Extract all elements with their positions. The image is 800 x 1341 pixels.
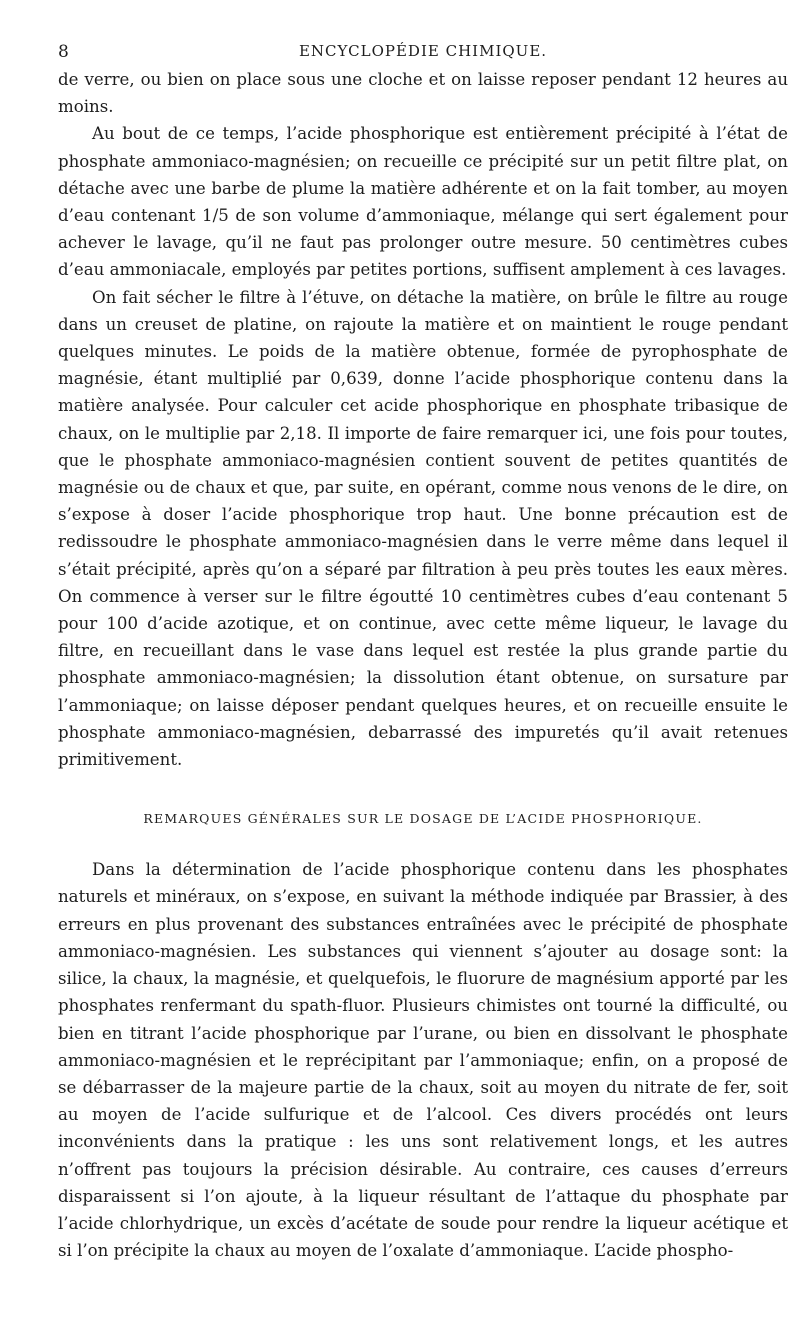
paragraph-precipitation: Au bout de ce temps, l’acide phosphorique est entièrement précipité à l’état de phosphate ammoniaco-magnésien; on recueille ce précipité sur un petit filtre plat, on détache avec une barbe de plume la matière adhérente et on la fait tomber, au moyen d’eau contenant 1/5 de son volume d’ammoniaque, mélange qui sert également pour achever le lavage, qu’il ne faut pas prolonger outre mesure. 50 centimètres cubes d’eau ammoniacale, employés par petites portions, suffisent amplement à ces lavages. [58,124,788,280]
running-title: ENCYCLOPÉDIE CHIMIQUE. [298,42,548,60]
paragraph-general-remarks: Dans la détermination de l’acide phosphorique contenu dans les phosphates naturels et minéraux, on s’expose, en suivant la méthode indiquée par Brassier, à des erreurs en plus provenant des substances entraînées avec le précipité de phosphate ammoniaco-magnésien. Les substances qui viennent s’ajouter au dosage sont: la silice, la chaux, la magnésie, et quelquefois, le fluorure de magnésium apporté par les phosphates renfermant du spath-fluor. Plusieurs chimistes ont tourné la difficulté, ou bien en titrant l’acide phosphorique par l’urane, ou bien en dissolvant le phosphate ammoniaco-magnésien et le reprécipitant par l’ammoniaque; enfin, on a proposé de se débarrasser de la majeure partie de la chaux, soit au moyen du nitrate de fer, soit au moyen de l’acide sulfurique et de l’alcool. Ces divers procédés ont leurs inconvénients dans la pratique : les uns sont relativement longs, et les autres n’offrent pas toujours la précision désirable. Au contraire, ces causes d’erreurs disparaissent si l’on ajoute, à la liqueur résultant de l’attaque du phosphate par l’acide chlorhydrique, un excès d’acétate de soude pour rendre la liqueur acétique et si l’on précipite la chaux au moyen de l’oxalate d’ammoniaque. L’acide phospho- [58,860,788,1261]
paragraph-drying: On fait sécher le filtre à l’étuve, on détache la matière, on brûle le filtre au rouge dans un creuset de platine, on rajoute la matière et on maintient le rouge pendant quelques minutes. Le poids de la matière obtenue, formée de pyrophosphate de magnésie, étant multiplié par 0,639, donne l’acide phosphorique contenu dans la matière analysée. Pour calculer cet acide phosphorique en phosphate tribasique de chaux, on le multiplie par 2,18. Il importe de faire remarquer ici, une fois pour toutes, que le phosphate ammoniaco-magnésien contient souvent de petites quantités de magnésie ou de chaux et que, par suite, en opérant, comme nous venons de le dire, on s’expose à doser l’acide phosphorique trop haut. Une bonne précaution est de redissoudre le phosphate ammoniaco-magnésien dans le verre même dans lequel il s’était précipité, après qu’on a séparé par filtration à peu près toutes les eaux mères. On commence à verser sur le filtre égoutté 10 centimètres cubes d’eau contenant 5 pour 100 d’acide azotique, et on continue, avec cette même liqueur, le lavage du filtre, en recueillant dans le vase dans lequel est restée la plus grande partie du phosphate ammoniaco-magnésien; la dissolution étant obtenue, on sursature par l’ammoniaque; on laisse déposer pendant quelques heures, et on recueille ensuite le phosphate ammoniaco-magnésien, debarrassé des impuretés qu’il avait retenues primitivement. [58,287,788,770]
page-number: 8 [58,42,69,62]
section-heading: REMARQUES GÉNÉRALES SUR LE DOSAGE DE L’ACIDE PHOSPHORIQUE. [143,811,703,827]
page-header [58,30,788,66]
paragraph-continuation: de verre, ou bien on place sous une cloche et on laisse reposer pendant 12 heures au moins. [58,70,788,117]
document-page [58,30,788,1264]
